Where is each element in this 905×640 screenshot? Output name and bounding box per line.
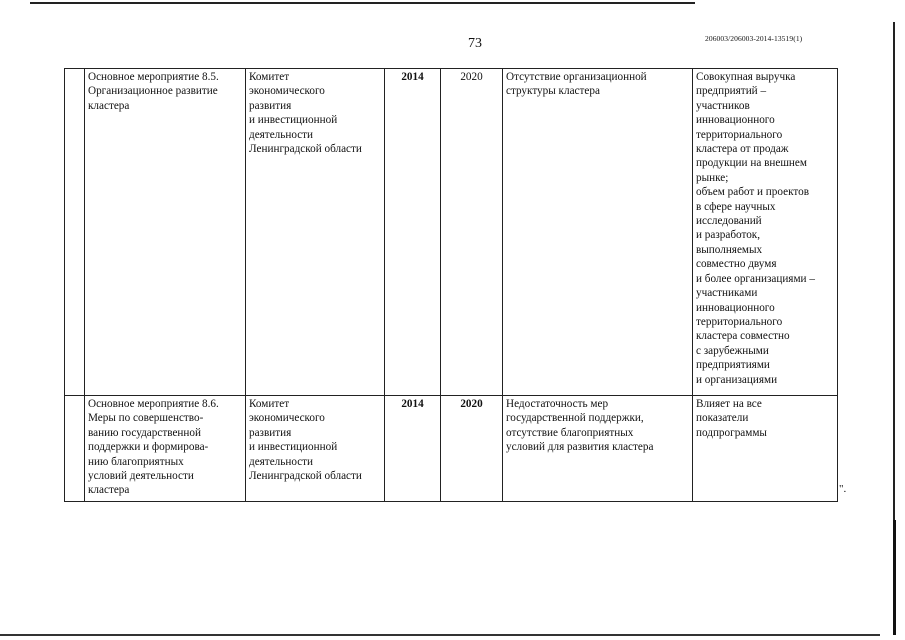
- table-row: [65, 69, 838, 396]
- scan-artifact-top-line: [30, 2, 695, 4]
- executor-cell: Комитет экономического развития и инвестиционной деятельности Ленинградской области: [246, 69, 385, 396]
- end-year-cell: 2020: [441, 396, 503, 502]
- event-cell: Основное мероприятие 8.6. Меры по совершенство- ванию государственной поддержки и формирова- нию благоприятных условий деятельности кластера: [85, 396, 246, 502]
- consequence-cell: Отсутствие организационной структуры кластера: [503, 69, 693, 396]
- program-events-table: [64, 68, 838, 502]
- indicator-cell: Влияет на все показатели подпрограммы: [693, 396, 838, 502]
- page-number: 73: [468, 36, 482, 51]
- executor-cell: Комитет экономического развития и инвестиционной деятельности Ленинградской области: [246, 396, 385, 502]
- scan-artifact-bottom-line: [0, 634, 880, 636]
- document-code: 206003/206003-2014-13519(1): [705, 34, 803, 43]
- consequence-cell: Недостаточность мер государственной поддержки, отсутствие благоприятных условий для развития кластера: [503, 396, 693, 502]
- row-number-cell: [65, 396, 85, 502]
- start-year-cell: 2014: [385, 396, 441, 502]
- row-number-cell: [65, 69, 85, 396]
- event-cell: Основное мероприятие 8.5. Организационное развитие кластера: [85, 69, 246, 396]
- start-year-cell: 2014: [385, 69, 441, 396]
- end-year-cell: 2020: [441, 69, 503, 396]
- indicator-cell: Совокупная выручка предприятий – участников инновационного территориального кластера от продаж продукции на внешнем рынке; объем работ и проектов в сфере научных исследований и разработок, выполняемых совместно двумя и более организациями – участниками инновационного территориального кластера совместно с зарубежными предприятиями и организациями: [693, 69, 838, 396]
- table-row: [65, 396, 838, 502]
- scan-artifact-right-edge-dark: [893, 520, 896, 635]
- closing-quote-mark: ".: [839, 483, 847, 495]
